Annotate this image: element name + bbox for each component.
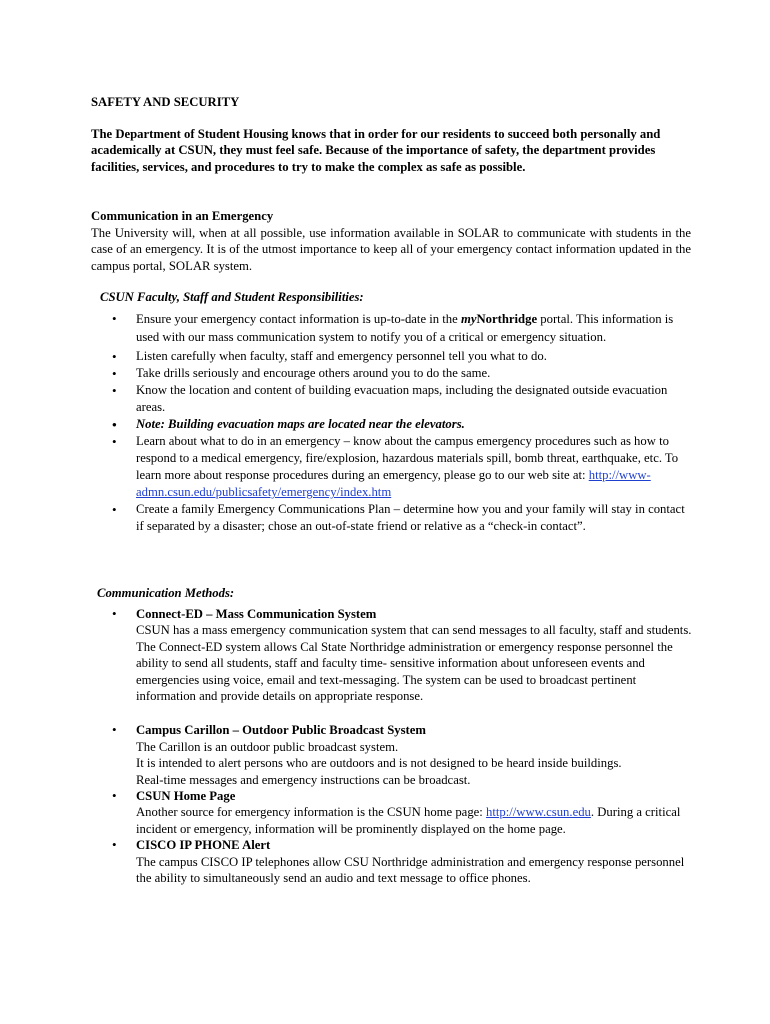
list-item: • Know the location and content of building evacuation maps, including the designated outside evacuation areas. (112, 382, 692, 416)
portal-name-prefix: my (460, 312, 477, 326)
communication-heading: Communication in an Emergency (91, 209, 274, 223)
connect-ed-text: CSUN has a mass emergency communication system that can send messages to all faculty, staff and students. (136, 623, 692, 638)
connect-ed-text: The Connect-ED system allows Cal State Northridge administration or emergency response personnel the ability to send all students, staff and faculty time- sensitive information about unforeseen events and emergencies using voice, email and text-messaging. The system can be used to broadcast pertinent information and provide details on appropriate response. (136, 639, 673, 704)
intro-paragraph: The Department of Student Housing knows that in order for our residents to succeed both personally and academically at CSUN, they must feel safe. Because of the importance of safety, the department provides facilities, services, and procedures to try to make the complex as safe as possible. (91, 127, 661, 174)
list-item-text: Ensure your emergency contact information is up-to-date in the (136, 312, 461, 326)
page-title: SAFETY AND SECURITY (91, 95, 240, 109)
connect-ed-title: • Connect-ED – Mass Communication System (136, 607, 377, 621)
home-page-text: . During a critical incident or emergency, information will be prominently displayed on the home page. (136, 805, 681, 836)
list-item (112, 433, 692, 501)
cisco-text: The campus CISCO IP telephones allow CSU Northridge administration and emergency response personnel the ability to simultaneously send an audio and text message to office phones. (136, 854, 685, 886)
list-item (112, 310, 692, 346)
home-page-text: Another source for emergency information is the CSUN home page: (136, 805, 486, 820)
list-item-text: portal. This information is used with our mass communication system to notify you of a critical or emergency situation. (136, 312, 674, 345)
list-item: • Create a family Emergency Communications Plan – determine how you and your family will stay in contact if separated by a disaster; chose an out-of-state friend or relative as a “check-in contact”. (112, 501, 692, 535)
carillon-text: Real-time messages and emergency instructions can be broadcast. (136, 772, 471, 787)
list-item-carillon (112, 722, 692, 788)
methods-list (112, 606, 692, 887)
csun-home-link[interactable]: http://www.csun.edu (486, 805, 591, 820)
home-page-title: • CSUN Home Page (136, 789, 236, 804)
responsibilities-heading: CSUN Faculty, Staff and Student Responsibilities: (100, 290, 364, 304)
list-item-text: Learn about what to do in an emergency – know about the campus emergency procedures such as how to respond to a medical emergency, fire/explosion, hazardous materials spill, bomb threat, earthquake, etc. To learn more about response procedures during an emergency, please go to our web site at: (136, 434, 679, 483)
list-item-home-page (112, 788, 692, 837)
carillon-text: The Carillon is an outdoor public broadcast system. (136, 739, 399, 754)
responsibilities-list (112, 310, 692, 535)
cisco-title: • CISCO IP PHONE Alert (136, 838, 271, 853)
list-item: • Take drills seriously and encourage others around you to do the same. (112, 365, 692, 382)
list-item-connect-ed (112, 606, 692, 704)
emergency-procedures-link[interactable]: http://www-admn.csun.edu/publicsafety/emergency/index.htm (136, 468, 651, 500)
portal-name: Northridge (476, 312, 538, 326)
carillon-title: • Campus Carillon – Outdoor Public Broadcast System (136, 723, 426, 738)
list-item-note: • Note: Building evacuation maps are located near the elevators. (112, 416, 692, 433)
carillon-text: It is intended to alert persons who are outdoors and is not designed to be heard inside buildings. (136, 756, 622, 771)
communication-paragraph: The University will, when at all possible, use information available in SOLAR to communicate with students in the case of an emergency. It is of the utmost importance to keep all of your emergency contact information updated in the campus portal, SOLAR system. (91, 226, 691, 273)
methods-heading: Communication Methods: (97, 586, 235, 600)
list-item-cisco (112, 837, 692, 886)
list-item: • Listen carefully when faculty, staff and emergency personnel tell you what to do. (112, 348, 692, 365)
